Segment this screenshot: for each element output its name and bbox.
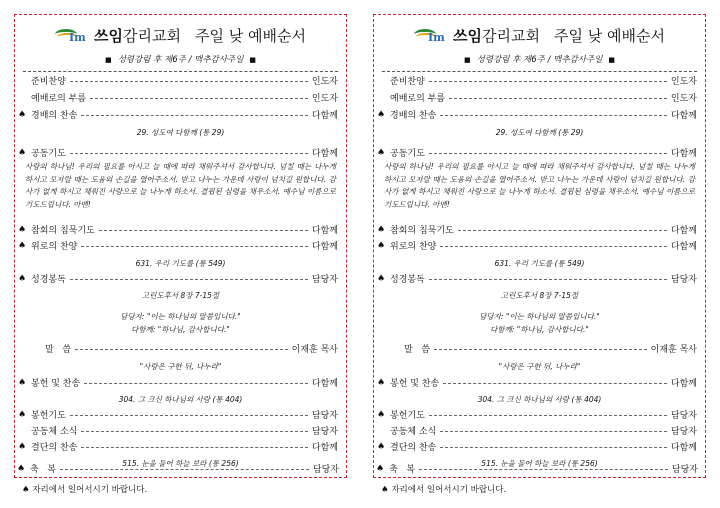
subtitle-marker-icon: ■ <box>608 56 616 64</box>
order-item-common-prayer: ♠ 공동기도 다함께 <box>15 145 346 160</box>
comfort-hymn-detail: 631. 우리 기도를 (통 549) <box>135 259 226 268</box>
prayer-text: 사랑의 하나님! 우리의 필요를 아시고 늘 때에 따라 채워주셔서 감사합니다. 넘칠 때는 나누게 하시고 모자랄 때는 도움의 손길을 열어주소서. 받고 나누는 가운데 사랑이 넘치길 원합니다. 감사가 없게 하시고 채워진 사랑으로 늘 나누게 하소서. 결핍된 심령을 채우소서. 예수님 이름으로 기도드립니다. 아멘! <box>384 162 695 209</box>
comfort-hymn-detail: 631. 우리 기도를 (통 549) <box>494 259 585 268</box>
order-item-comfort-hymn: ♠ 위로의 찬양 다함께 <box>374 238 705 253</box>
header-divider <box>23 71 338 72</box>
order-item-offering-prayer: ♠ 봉헌기도 담당자 <box>15 407 346 422</box>
order-item-decision-hymn: ♠ 결단의 찬송 다함께 <box>374 439 705 454</box>
spade-icon: ♠ <box>17 409 27 420</box>
scripture-reference: 고린도후서 8장 7-15절 <box>141 291 220 300</box>
church-logo-icon <box>55 26 93 46</box>
subtitle-marker-icon: ■ <box>249 56 257 64</box>
order-item-comfort-hymn: ♠ 위로의 찬양 다함께 <box>15 238 346 253</box>
order-item-offering: ♠ 봉헌 및 찬송 다함께 <box>374 375 705 390</box>
order-item-call: 예배로의 부름 인도자 <box>390 94 697 104</box>
logo-text: Im <box>428 30 445 44</box>
spade-icon: ♠ <box>17 240 27 251</box>
standing-footnote: ♠ 자리에서 일어서시기 바랍니다. <box>22 485 148 495</box>
decision-hymn-detail: 515. 눈을 들어 하늘 보라 (통 256) <box>481 459 598 468</box>
spade-icon: ♠ <box>376 109 386 120</box>
order-item-silent-prayer: ♠ 참회의 침묵기도 다함께 <box>374 222 705 237</box>
decision-hymn-detail: 515. 눈을 들어 하늘 보라 (통 256) <box>122 459 239 468</box>
subtitle <box>374 53 705 65</box>
hymn-detail: 29. 성도여 다함께 (통 29) <box>495 128 584 137</box>
order-item-benediction: ♠ 축 복 담당자 <box>14 461 347 476</box>
order-item-prelude: 준비찬양 인도자 <box>31 77 338 87</box>
order-item-prelude: 준비찬양 인도자 <box>390 77 697 87</box>
spade-icon: ♠ <box>376 147 386 158</box>
spade-icon: ♠ <box>376 377 386 388</box>
order-item-sermon: 말 씀 이재훈 목사 <box>404 345 697 355</box>
service-title: 주일 낮 예배순서 <box>194 27 306 45</box>
sermon-title: "사랑은 구한 뒤, 나누라" <box>139 362 222 371</box>
church-name-bold: 쓰임 <box>94 27 124 45</box>
order-item-common-prayer: ♠ 공동기도 다함께 <box>374 145 705 160</box>
order-item-silent-prayer: ♠ 참회의 침묵기도 다함께 <box>15 222 346 237</box>
order-item-hymn-praise: ♠ 경배의 찬송 다함께 <box>15 107 346 122</box>
order-item-offering: ♠ 봉헌 및 찬송 다함께 <box>15 375 346 390</box>
spade-icon: ♠ <box>376 273 386 284</box>
bulletin-panel-left <box>14 14 347 478</box>
spade-icon: ♠ <box>17 377 27 388</box>
response-leader: 담당자: "이는 하나님의 말씀입니다." <box>120 312 241 321</box>
offering-hymn-detail: 304. 그 크신 하나님의 사랑 (통 404) <box>118 395 243 404</box>
spade-icon: ♠ <box>375 463 385 474</box>
title-row <box>374 25 705 46</box>
spade-icon: ♠ <box>376 441 386 452</box>
church-logo-icon <box>414 26 452 46</box>
response-congregation: 다함께: "하나님, 감사합니다." <box>490 325 589 334</box>
response-congregation: 다함께: "하나님, 감사합니다." <box>131 325 230 334</box>
order-item-benediction: ♠ 축 복 담당자 <box>373 461 706 476</box>
order-item-news: 공동체 소식 담당자 <box>31 427 338 437</box>
service-title: 주일 낮 예배순서 <box>553 27 665 45</box>
spade-icon: ♠ <box>376 224 386 235</box>
order-item-decision-hymn: ♠ 결단의 찬송 다함께 <box>15 439 346 454</box>
bulletin-header <box>374 17 705 71</box>
order-item-offering-prayer: ♠ 봉헌기도 담당자 <box>374 407 705 422</box>
order-item-sermon: 말 씀 이재훈 목사 <box>45 345 338 355</box>
title-row <box>15 25 346 46</box>
subtitle-text: 성령강림 후 제6주 / 맥추감사주일 <box>117 55 244 65</box>
spade-icon: ♠ <box>376 409 386 420</box>
header-divider <box>382 71 697 72</box>
spade-icon: ♠ <box>17 273 27 284</box>
order-item-news: 공동체 소식 담당자 <box>390 427 697 437</box>
bulletin-header <box>15 17 346 71</box>
hymn-detail: 29. 성도여 다함께 (통 29) <box>136 128 225 137</box>
church-name-rest: 감리교회 <box>123 27 181 45</box>
logo-text: Im <box>69 30 86 44</box>
standing-footnote: ♠ 자리에서 일어서시기 바랍니다. <box>381 485 507 495</box>
order-item-call: 예배로의 부름 인도자 <box>31 94 338 104</box>
spade-icon: ♠ <box>17 109 27 120</box>
order-item-scripture: ♠ 성경봉독 담당자 <box>374 271 705 286</box>
spade-icon: ♠ <box>16 463 26 474</box>
subtitle-text: 성령강림 후 제6주 / 맥추감사주일 <box>476 55 603 65</box>
response-leader: 담당자: "이는 하나님의 말씀입니다." <box>479 312 600 321</box>
spade-icon: ♠ <box>17 441 27 452</box>
offering-hymn-detail: 304. 그 크신 하나님의 사랑 (통 404) <box>477 395 602 404</box>
spade-icon: ♠ <box>17 224 27 235</box>
church-name-bold: 쓰임 <box>453 27 483 45</box>
subtitle-marker-icon: ■ <box>463 56 471 64</box>
church-name-rest: 감리교회 <box>482 27 540 45</box>
bulletin-panel-right <box>373 14 706 478</box>
order-item-hymn-praise: ♠ 경배의 찬송 다함께 <box>374 107 705 122</box>
sermon-title: "사랑은 구한 뒤, 나누라" <box>498 362 581 371</box>
subtitle <box>15 53 346 65</box>
subtitle-marker-icon: ■ <box>104 56 112 64</box>
spade-icon: ♠ <box>17 147 27 158</box>
scripture-reference: 고린도후서 8장 7-15절 <box>500 291 579 300</box>
spade-icon: ♠ <box>376 240 386 251</box>
prayer-text: 사랑의 하나님! 우리의 필요를 아시고 늘 때에 따라 채워주셔서 감사합니다. 넘칠 때는 나누게 하시고 모자랄 때는 도움의 손길을 열어주소서. 받고 나누는 가운데 사랑이 넘치길 원합니다. 감사가 없게 하시고 채워진 사랑으로 늘 나누게 하소서. 결핍된 심령을 채우소서. 예수님 이름으로 기도드립니다. 아멘! <box>25 162 336 209</box>
order-item-scripture: ♠ 성경봉독 담당자 <box>15 271 346 286</box>
